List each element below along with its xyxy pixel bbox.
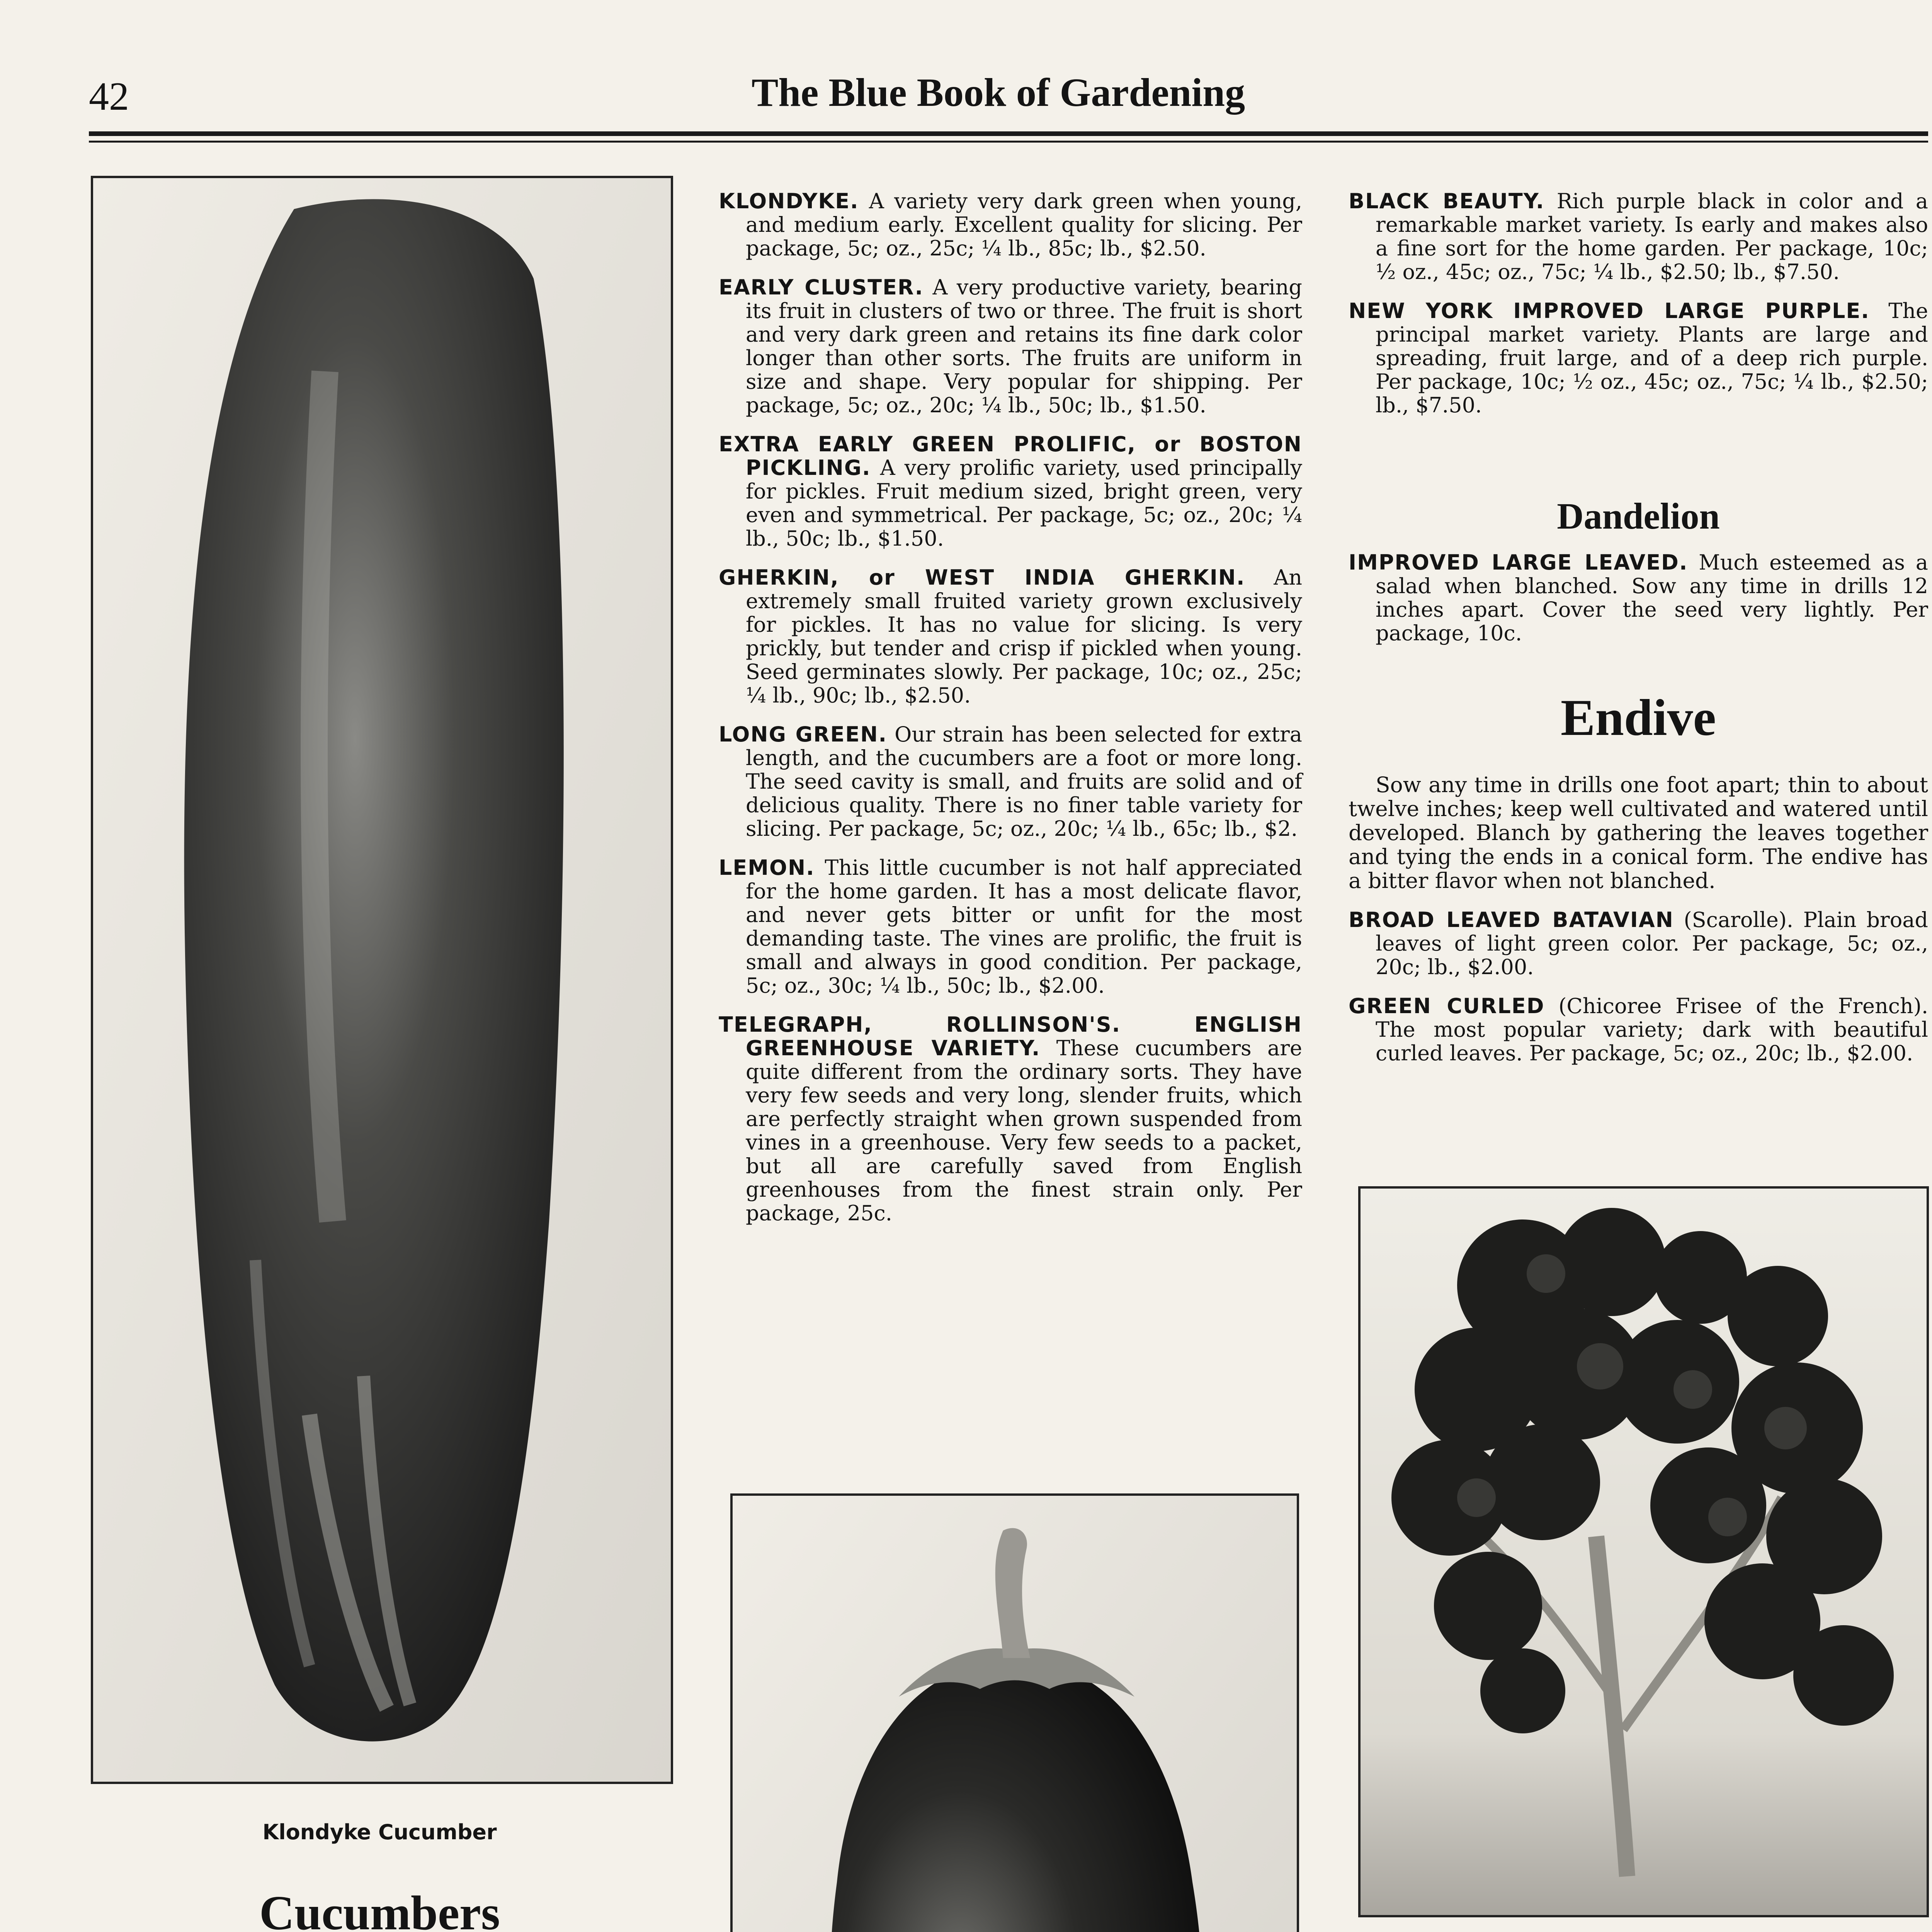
dandelion-variety-entry: [1349, 551, 1928, 645]
variety-description: Our strain has been selected for extra length, and the cucumbers are a foot or more long. The seed cavity is small, and fruits are solid and of delicious quality. There is no finer table variety for slicing. Per package, 5c; oz., 20c; ¼ lb., 65c; lb., $2.: [746, 722, 1302, 841]
variety-description: Much esteemed as a salad when blanched. Sow any time in drills 12 inches apart. Cover the seed very lightly. Per package, 10c.: [1376, 550, 1929, 645]
variety-name: TELEGRAPH, ROLLINSON'S. ENGLISH GREENHOUSE VARIETY.: [719, 1012, 1302, 1060]
running-header: [0, 58, 1932, 143]
variety-name: GHERKIN, or WEST INDIA GHERKIN.: [719, 565, 1245, 590]
eggplant-variety-entry: [1349, 189, 1928, 284]
variety-description: A very prolific variety, used principally for pickles. Fruit medium sized, bright green, very even and symmetrical. Per package, 5c; oz., 20c; ¼ lb., 50c; lb., $1.50.: [746, 456, 1302, 551]
cucumber-variety-entry: [719, 566, 1302, 707]
variety-description: (Chicoree Frisee of the French). The most popular variety; dark with beautiful curled leaves. Per package, 5c; oz., 20c; lb., $2.00.: [1376, 994, 1928, 1065]
cucumber-variety-entry: [719, 432, 1302, 550]
variety-description: A very productive variety, bearing its fruit in clusters of two or three. The fruit is short and very dark green and retains its fine dark color longer than other sorts. The fruits are uniform in size and shape. Very popular for shipping. Per package, 5c; oz., 20c; ¼ lb., 50c; lb., $1.50.: [746, 275, 1302, 417]
dandelion-heading: Dandelion: [1557, 495, 1720, 537]
cucumbers-middle-column: [719, 189, 1302, 1240]
variety-name: LONG GREEN.: [719, 722, 888, 747]
variety-description: Rich purple black in color and a remarkable market variety. Is early and makes also a fine sort for the home garden. Per package, 10c; ½ oz., 45c; oz., 75c; ¼ lb., $2.50; lb., $7.50.: [1376, 189, 1928, 284]
variety-description: (Scarolle). Plain broad leaves of light green color. Per package, 5c; oz., 20c; lb., $2.00.: [1376, 908, 1928, 979]
variety-description: This little cucumber is not half appreciated for the home garden. It has a most delicate flavor, and never gets bitter or unfit for the most demanding taste. The vines are prolific, the fruit is small and always in good condition. Per package, 5c; oz., 30c; ¼ lb., 50c; lb., $2.00.: [746, 855, 1302, 998]
variety-name: BLACK BEAUTY.: [1349, 189, 1545, 213]
variety-name: KLONDYKE.: [719, 189, 859, 213]
endive-intro: Sow any time in drills one foot apart; thin to about twelve inches; keep well cultivated and watered until developed. Blanch by gathering the leaves together and tying the ends in a conical form. The endive has a bitter flavor when not blanched.: [1349, 772, 1928, 893]
variety-name: EARLY CLUSTER.: [719, 275, 924, 299]
eggplant-varieties-column: [1349, 189, 1928, 432]
dandelion-column: [1349, 551, 1928, 660]
cucumbers-heading: Cucumbers: [259, 1886, 500, 1932]
page-number: 42: [89, 74, 129, 119]
cucumber-variety-entry: [719, 276, 1302, 417]
cucumber-variety-entry: [719, 856, 1302, 997]
cucumber-illustration: [93, 178, 671, 1782]
endive-heading: Endive: [1560, 689, 1716, 746]
header-rule-thin: [89, 141, 1928, 143]
kale-illustration: [1361, 1189, 1927, 1915]
variety-name: IMPROVED LARGE LEAVED.: [1349, 550, 1688, 575]
running-title: The Blue Book of Gardening: [752, 70, 1245, 115]
eggplant-illustration: [733, 1496, 1297, 1932]
cucumber-variety-entry: [719, 189, 1302, 260]
variety-name: GREEN CURLED: [1349, 994, 1545, 1018]
endive-variety-entry: [1349, 994, 1928, 1065]
variety-name: EXTRA EARLY GREEN PROLIFIC, or BOSTON PICKLING.: [719, 432, 1302, 480]
endive-column: [1349, 773, 1928, 1080]
variety-name: LEMON.: [719, 855, 815, 880]
variety-description: An extremely small fruited variety grown exclusively for pickles. It has no value for slicing. Is very prickly, but tender and crisp if pickled when young. Seed germinates slowly. Per package, 10c; oz., 25c; ¼ lb., 90c; lb., $2.50.: [746, 565, 1302, 707]
cucumber-variety-entry: [719, 1013, 1302, 1225]
endive-variety-entry: [1349, 908, 1928, 979]
eggplant-variety-entry: [1349, 299, 1928, 417]
klondyke-cucumber-photo: [91, 176, 673, 1784]
curly-kale-photo: [1358, 1186, 1929, 1917]
variety-name: NEW YORK IMPROVED LARGE PURPLE.: [1349, 299, 1870, 323]
eggplant-photo: [730, 1493, 1299, 1932]
klondyke-cucumber-caption: Klondyke Cucumber: [262, 1820, 497, 1844]
variety-description: The principal market variety. Plants are large and spreading, fruit large, and of a deep rich purple. Per package, 10c; ½ oz., 45c; oz., 75c; ¼ lb., $2.50; lb., $7.50.: [1376, 299, 1929, 417]
variety-name: BROAD LEAVED BATAVIAN: [1349, 908, 1674, 932]
cucumber-variety-entry: [719, 723, 1302, 840]
variety-description: These cucumbers are quite different from the ordinary sorts. They have very few seeds and very long, slender fruits, which are perfectly straight when grown suspended from vines in a greenhouse. Very few seeds to a packet, but all are carefully saved from English greenhouses from the finest strain only. Per package, 25c.: [746, 1036, 1302, 1225]
variety-description: A variety very dark green when young, and medium early. Excellent quality for slicing. Per package, 5c; oz., 25c; ¼ lb., 85c; lb., $2.50.: [746, 189, 1302, 260]
header-rule: [89, 131, 1928, 136]
